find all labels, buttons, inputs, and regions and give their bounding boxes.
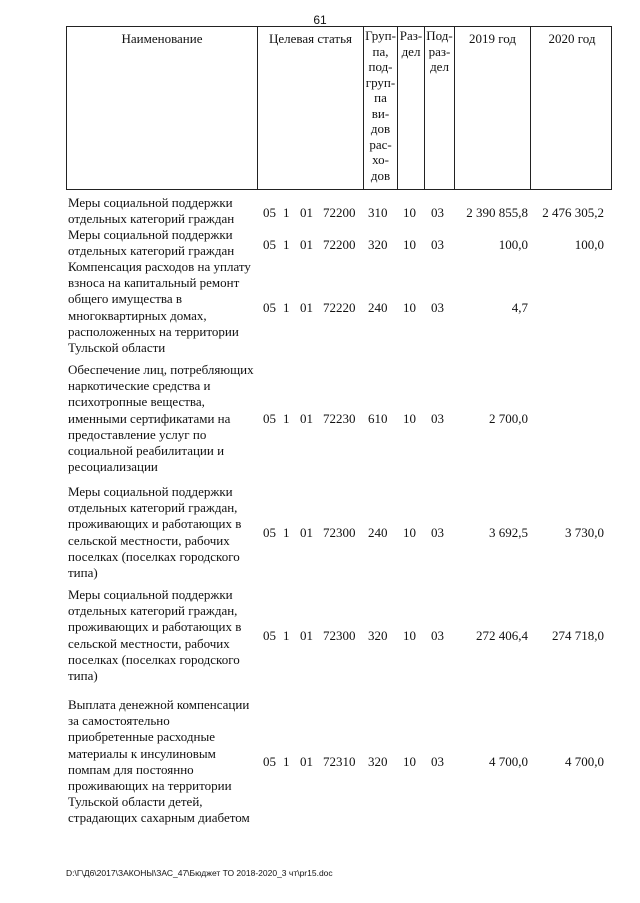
row-name-line: проживающих и работающих в xyxy=(68,516,242,532)
row-name-line: многоквартирных домах, xyxy=(68,307,207,323)
row-name-line: проживающих и работающих в xyxy=(68,619,242,635)
row-name-line: отдельных категорий граждан, xyxy=(68,603,238,619)
cell-c3: 01 xyxy=(300,524,313,540)
row-name-line: Выплата денежной компенсации xyxy=(68,697,250,712)
cell-c3: 01 xyxy=(300,299,313,315)
header-group xyxy=(363,27,397,189)
header-section-line: Раз- xyxy=(399,28,423,43)
cell-sec: 10 xyxy=(403,627,416,643)
cell-v2020: 4 700,0 xyxy=(565,753,604,769)
table-header xyxy=(66,26,612,190)
row-name-line: именными сертификатами на xyxy=(68,410,231,426)
row-name-line: расположенных на территории xyxy=(68,323,239,339)
cell-v2019: 2 390 855,8 xyxy=(466,205,528,221)
header-group-line: рас- xyxy=(369,136,392,152)
cell-sub: 03 xyxy=(431,237,444,253)
header-subsection-line: Под- xyxy=(426,28,453,43)
row-name-line: Меры социальной поддержки xyxy=(68,587,233,602)
cell-grp: 320 xyxy=(368,753,388,769)
cell-c4: 72230 xyxy=(323,410,356,426)
row-name-line: Меры социальной поддержки xyxy=(68,195,233,210)
cell-grp: 310 xyxy=(368,205,388,221)
row-name xyxy=(68,697,258,827)
cell-c4: 72200 xyxy=(323,237,356,253)
cell-c1: 05 xyxy=(263,205,276,221)
cell-c3: 01 xyxy=(300,627,313,643)
row-name-line: Обеспечение лиц, потребляющих xyxy=(68,362,254,377)
row-name xyxy=(68,227,258,259)
header-group-line: па ви- xyxy=(371,90,390,121)
row-name-line: Тульской области xyxy=(68,340,166,356)
header-group-line: груп- xyxy=(365,74,396,90)
cell-sec: 10 xyxy=(403,410,416,426)
cell-c1: 05 xyxy=(263,753,276,769)
cell-sub: 03 xyxy=(431,627,444,643)
header-section xyxy=(397,27,424,189)
header-group-line: Груп- xyxy=(365,28,396,43)
cell-c4: 72310 xyxy=(323,753,356,769)
cell-sub: 03 xyxy=(431,205,444,221)
row-name-line: отдельных категорий граждан xyxy=(68,211,235,227)
header-name xyxy=(67,27,257,189)
cell-c2: 1 xyxy=(283,237,290,253)
cell-c4: 72220 xyxy=(323,299,356,315)
cell-v2019: 3 692,5 xyxy=(489,524,528,540)
cell-c3: 01 xyxy=(300,205,313,221)
row-name-line: взноса на капитальный ремонт xyxy=(68,275,240,291)
header-2020 xyxy=(530,27,613,189)
row-name-line: Компенсация расходов на уплату xyxy=(68,259,251,274)
row-name-line: сельской местности, рабочих xyxy=(68,635,230,651)
header-group-line: дов xyxy=(370,167,391,183)
row-name-line: ресоциализации xyxy=(68,459,158,475)
row-name-line: общего имущества в xyxy=(68,291,183,307)
cell-c2: 1 xyxy=(283,299,290,315)
header-target-text: Целевая статья xyxy=(268,31,352,46)
row-name-line: за самостоятельно xyxy=(68,713,170,729)
header-2020-text: 2020 год xyxy=(548,31,596,46)
cell-c2: 1 xyxy=(283,627,290,643)
cell-sub: 03 xyxy=(431,753,444,769)
cell-c1: 05 xyxy=(263,410,276,426)
row-name-line: типа) xyxy=(68,668,98,684)
row-name-line: поселках (поселках городского xyxy=(68,651,240,667)
cell-sec: 10 xyxy=(403,205,416,221)
cell-c2: 1 xyxy=(283,205,290,221)
row-name xyxy=(68,259,258,356)
cell-c2: 1 xyxy=(283,524,290,540)
cell-c1: 05 xyxy=(263,524,276,540)
header-group-line: па, xyxy=(372,43,389,59)
page-number: 61 xyxy=(313,13,327,27)
cell-v2020: 100,0 xyxy=(574,237,604,253)
header-group-line: дов xyxy=(370,121,391,136)
row-name-line: страдающих сахарным диабетом xyxy=(68,810,250,826)
header-2019-text: 2019 год xyxy=(469,31,516,46)
cell-grp: 320 xyxy=(368,627,388,643)
cell-c4: 72200 xyxy=(323,205,356,221)
cell-sec: 10 xyxy=(403,753,416,769)
cell-c3: 01 xyxy=(300,237,313,253)
cell-v2019: 4 700,0 xyxy=(489,753,528,769)
header-subsection-line: раз- xyxy=(428,43,451,59)
row-name xyxy=(68,587,258,684)
row-name-line: поселках (поселках городского xyxy=(68,548,240,564)
cell-c4: 72300 xyxy=(323,627,356,643)
cell-grp: 610 xyxy=(368,410,388,426)
cell-sub: 03 xyxy=(431,410,444,426)
cell-c1: 05 xyxy=(263,237,276,253)
row-name-line: сельской местности, рабочих xyxy=(68,532,230,548)
row-name-line: Меры социальной поддержки xyxy=(68,227,233,242)
cell-v2019: 2 700,0 xyxy=(489,410,528,426)
header-group-line: хо- xyxy=(372,152,389,167)
cell-grp: 240 xyxy=(368,299,388,315)
cell-v2020: 2 476 305,2 xyxy=(542,205,604,221)
cell-v2019: 100,0 xyxy=(498,237,528,253)
header-subsection-line: дел xyxy=(430,59,449,74)
cell-v2020: 3 730,0 xyxy=(565,524,604,540)
cell-grp: 320 xyxy=(368,237,388,253)
cell-sub: 03 xyxy=(431,524,444,540)
cell-grp: 240 xyxy=(368,524,388,540)
header-2019 xyxy=(454,27,530,189)
row-name-line: наркотические средства и xyxy=(68,378,211,394)
cell-sub: 03 xyxy=(431,299,444,315)
row-name-line: отдельных категорий граждан xyxy=(68,243,235,259)
cell-v2020: 274 718,0 xyxy=(552,627,604,643)
row-name-line: материалы к инсулиновым xyxy=(68,745,216,761)
header-section-line: дел xyxy=(401,43,421,59)
cell-sec: 10 xyxy=(403,237,416,253)
header-name-text: Наименование xyxy=(121,31,203,46)
header-subsection xyxy=(424,27,454,189)
row-name xyxy=(68,195,258,227)
cell-v2019: 4,7 xyxy=(511,299,528,315)
header-group-line: под- xyxy=(368,59,393,74)
row-name-line: Тульской области детей, xyxy=(68,794,203,810)
row-name-line: проживающих на территории xyxy=(68,778,232,794)
cell-c2: 1 xyxy=(283,410,290,426)
cell-c2: 1 xyxy=(283,753,290,769)
cell-sec: 10 xyxy=(403,299,416,315)
cell-v2019: 272 406,4 xyxy=(476,627,528,643)
row-name-line: помпам для постоянно xyxy=(68,761,194,777)
row-name-line: психотропные вещества, xyxy=(68,394,205,410)
row-name-line: социальной реабилитации и xyxy=(68,443,225,459)
cell-c3: 01 xyxy=(300,410,313,426)
header-target xyxy=(257,27,363,189)
file-path-footer: D:\Г\Д6\2017\ЗАКОНЫ\ЗАС_47\Бюджет ТО 2018-2020_3 чт\рr15.doc xyxy=(66,868,333,878)
cell-c3: 01 xyxy=(300,753,313,769)
row-name-line: предоставление услуг по xyxy=(68,426,207,442)
cell-c1: 05 xyxy=(263,299,276,315)
row-name xyxy=(68,362,258,475)
row-name xyxy=(68,484,258,581)
cell-c4: 72300 xyxy=(323,524,356,540)
row-name-line: приобретенные расходные xyxy=(68,729,215,745)
row-name-line: типа) xyxy=(68,565,98,581)
cell-c1: 05 xyxy=(263,627,276,643)
row-name-line: отдельных категорий граждан, xyxy=(68,500,238,516)
cell-sec: 10 xyxy=(403,524,416,540)
row-name-line: Меры социальной поддержки xyxy=(68,484,233,499)
